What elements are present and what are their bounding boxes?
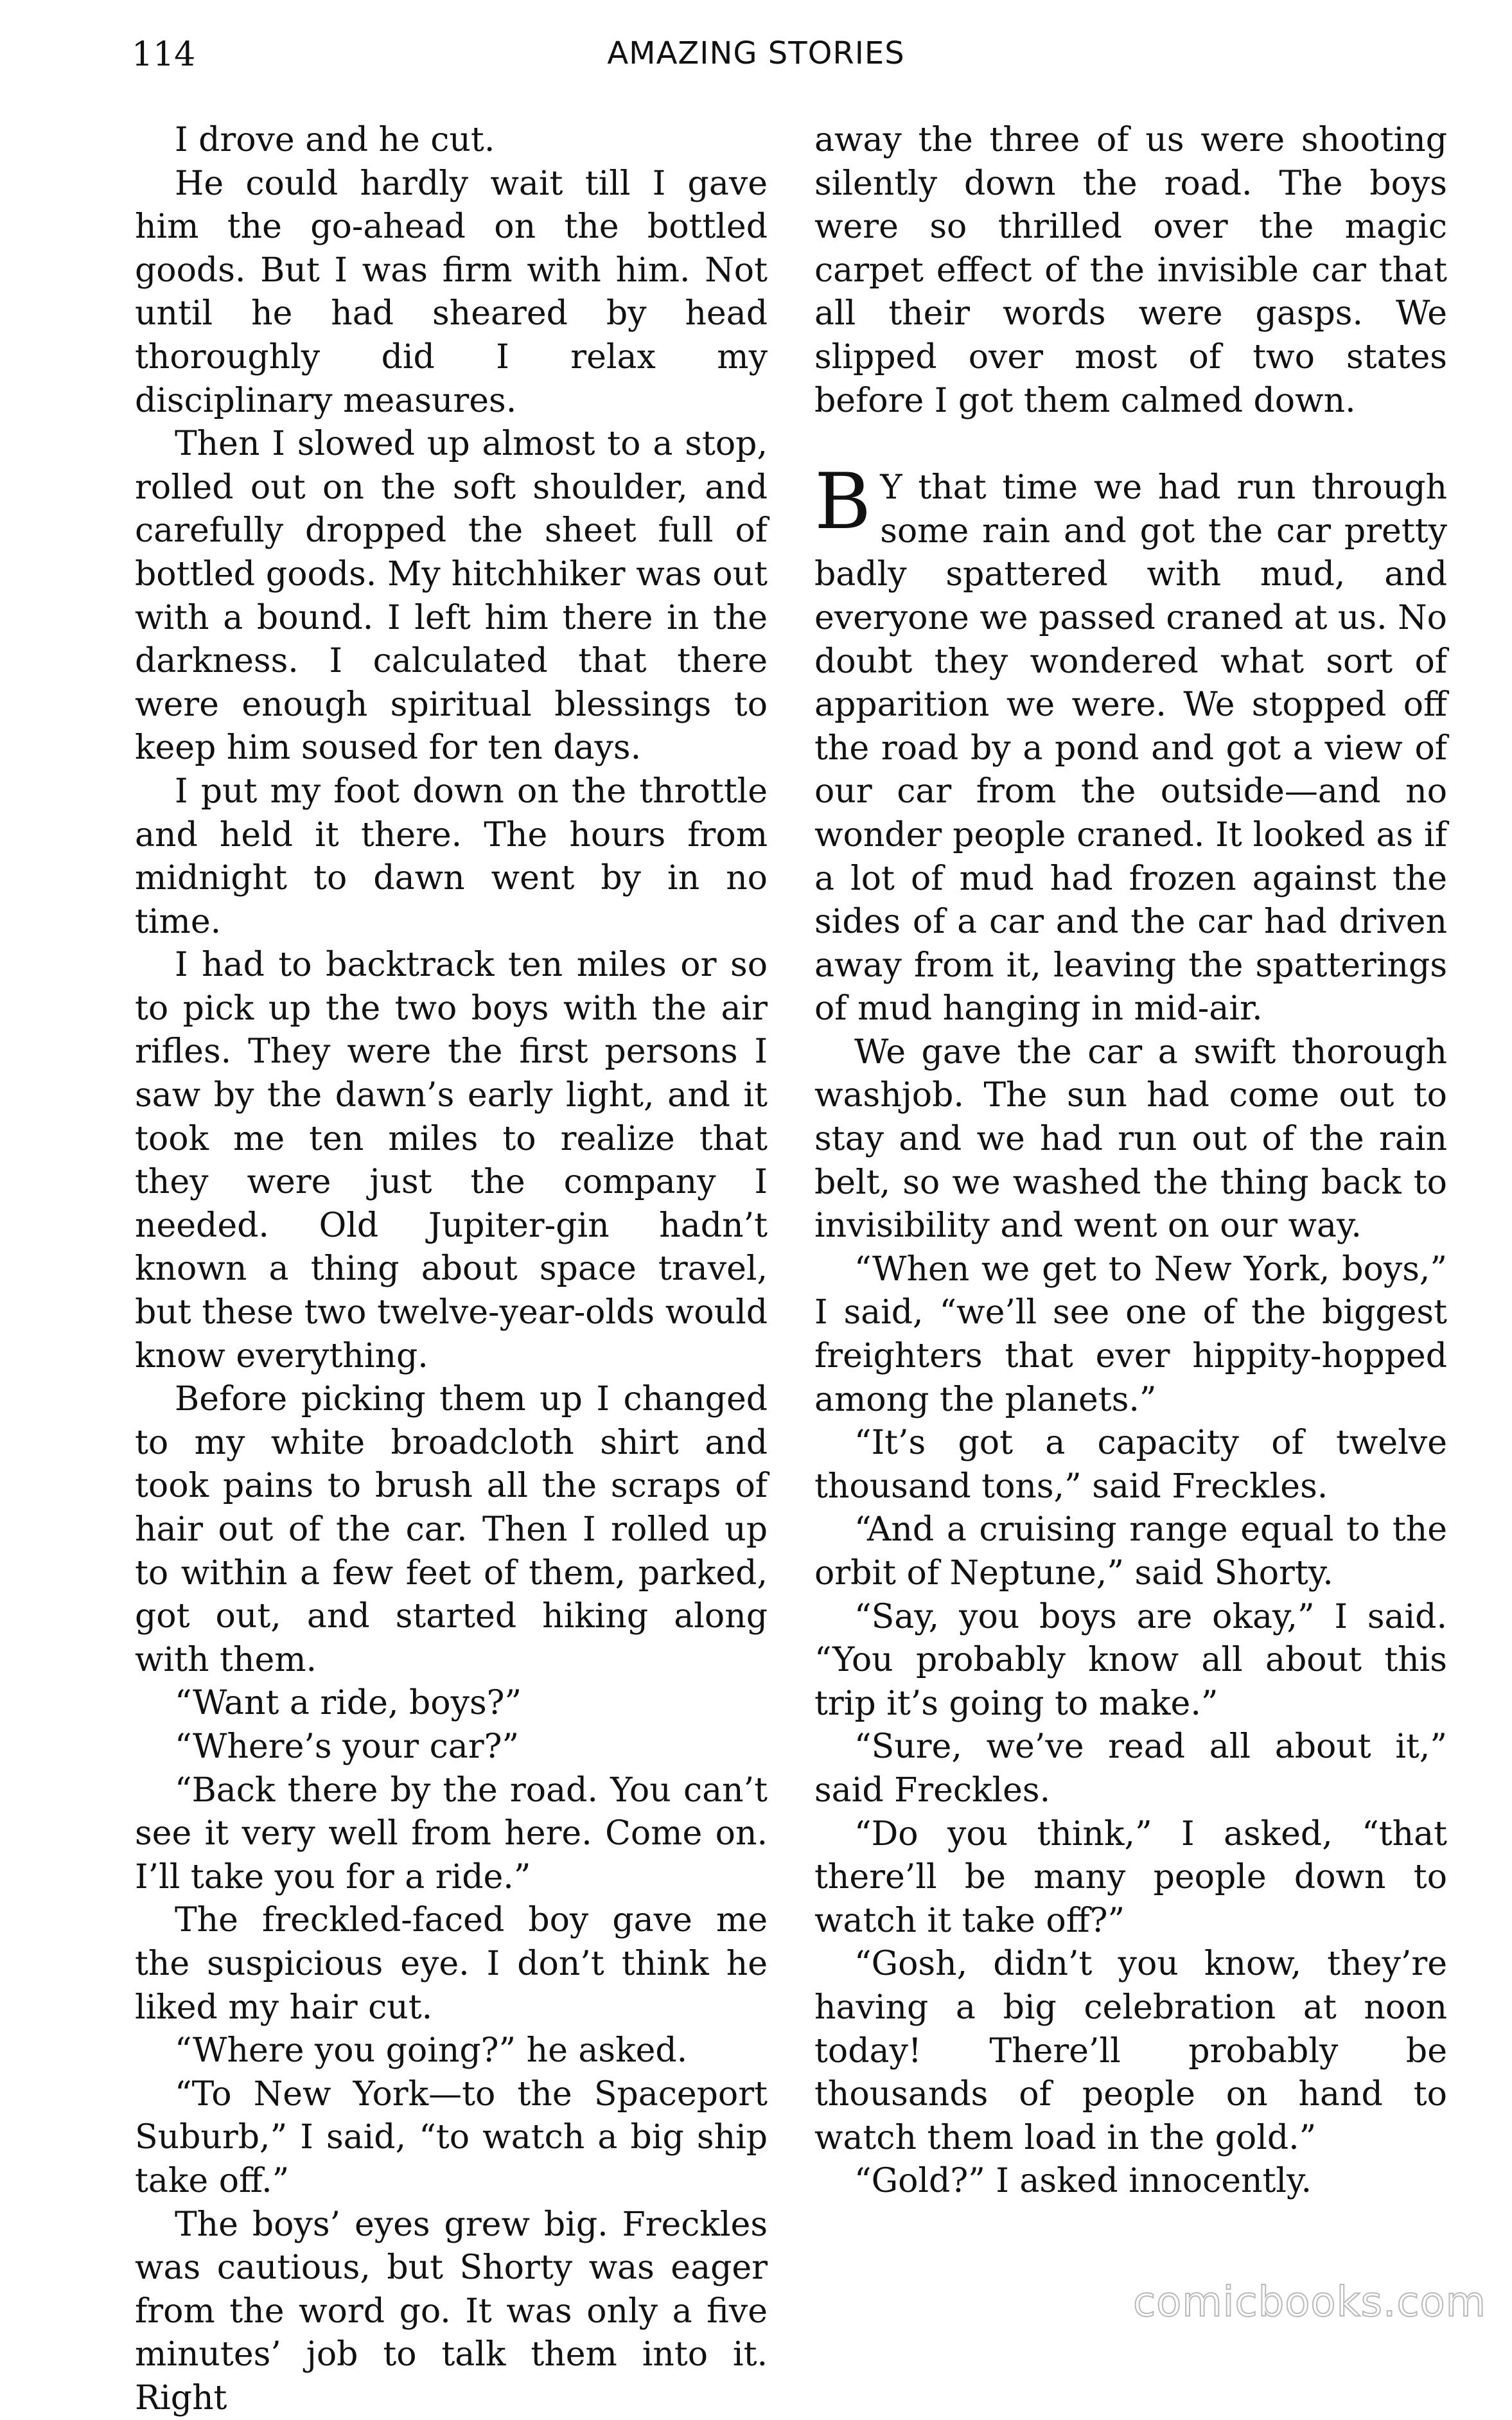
running-head: AMAZING STORIES xyxy=(0,35,1512,71)
paragraph: “Back there by the road. You can’t see it very well from here. Come on. I’ll take you for a ride.” xyxy=(135,1769,768,1900)
paragraph: “Want a ride, boys?” xyxy=(135,1682,768,1726)
paragraph: “Where you going?” he asked. xyxy=(135,2029,768,2073)
paragraph: The boys’ eyes grew big. Freckles was cautious, but Shorty was eager from the word go. It was only a five minutes’ job to talk them into it. Right xyxy=(135,2204,768,2420)
paragraph: Before picking them up I changed to my white broadcloth shirt and took pains to brush all the scraps of hair out of the car. Then I rolled up to within a few feet of them, parked, got out, and started hiking along with them. xyxy=(135,1378,768,1682)
paragraph: I put my foot down on the throttle and held it there. The hours from midnight to dawn went by in no time. xyxy=(135,770,768,944)
paragraph: “Sure, we’ve read all about it,” said Freckles. xyxy=(814,1726,1447,1812)
paragraph: “To New York—to the Spaceport Suburb,” I said, “to watch a big ship take off.” xyxy=(135,2073,768,2204)
section-start-paragraph xyxy=(814,466,1447,1031)
paragraph: “Gold?” I asked innocently. xyxy=(814,2160,1447,2204)
paragraph: The freckled-faced boy gave me the suspicious eye. I don’t think he liked my hair cut. xyxy=(135,1899,768,2029)
continued-paragraph: away the three of us were shooting silently down the road. The boys were so thrilled over the magic carpet effect of the invisible car that all their words were gasps. We slipped over most of two states before I got them calmed down. xyxy=(814,119,1447,423)
page-number: 114 xyxy=(132,35,195,74)
paragraph: “And a cruising range equal to the orbit of Neptune,” said Shorty. xyxy=(814,1508,1447,1595)
paragraph: I drove and he cut. xyxy=(135,119,768,163)
paragraph: “Say, you boys are okay,” I said. “You probably know all about this trip it’s going to make.” xyxy=(814,1596,1447,1726)
paragraph: “It’s got a capacity of twelve thousand tons,” said Freckles. xyxy=(814,1422,1447,1508)
paragraph: “Do you think,” I asked, “that there’ll be many people down to watch it take off?” xyxy=(814,1813,1447,1943)
paragraph: “When we get to New York, boys,” I said, “we’ll see one of the biggest freighters that ever hippity-hopped among the planets.” xyxy=(814,1248,1447,1422)
paragraph: He could hardly wait till I gave him the go-ahead on the bottled goods. But I was firm with him. Not until he had sheared by head thoroughly did I relax my disciplinary measures. xyxy=(135,163,768,423)
site-watermark: comicbooks.com xyxy=(1133,2279,1486,2326)
paragraph: Then I slowed up almost to a stop, rolled out on the soft shoulder, and carefully dropped the sheet full of bottled goods. My hitchhiker was out with a bound. I left him there in the darkness. I calculated that there were enough spiritual blessings to keep him soused for ten days. xyxy=(135,423,768,770)
paragraph: “Gosh, didn’t you know, they’re having a big celebration at noon today! There’ll probably be thousands of people on hand to watch them load in the gold.” xyxy=(814,1943,1447,2160)
paragraph: “Where’s your car?” xyxy=(135,1726,768,1769)
paragraph: We gave the car a swift thorough washjob. The sun had come out to stay and we had run out of the rain belt, so we washed the thing back to invisibility and went on our way. xyxy=(814,1031,1447,1248)
drop-cap: B xyxy=(814,470,871,534)
right-column xyxy=(814,119,1447,2204)
paragraph: I had to backtrack ten miles or so to pick up the two boys with the air rifles. They were the first persons I saw by the dawn’s early light, and it took me ten miles to realize that they were just the company I needed. Old Jupiter-gin hadn’t known a thing about space travel, but these two twelve-year-olds would know everything. xyxy=(135,944,768,1378)
left-column xyxy=(135,119,768,2420)
section-start-text: Y that time we had run through some rain and got the car pretty badly spattered with mud, and everyone we passed craned at us. No doubt they wondered what sort of apparition we were. We stopped off the road by a pond and got a view of our car from the outside—and no wonder people craned. It looked as if a lot of mud had frozen against the sides of a car and the car had driven away from it, leaving the spatterings of mud hanging in mid-air. xyxy=(814,468,1447,1028)
